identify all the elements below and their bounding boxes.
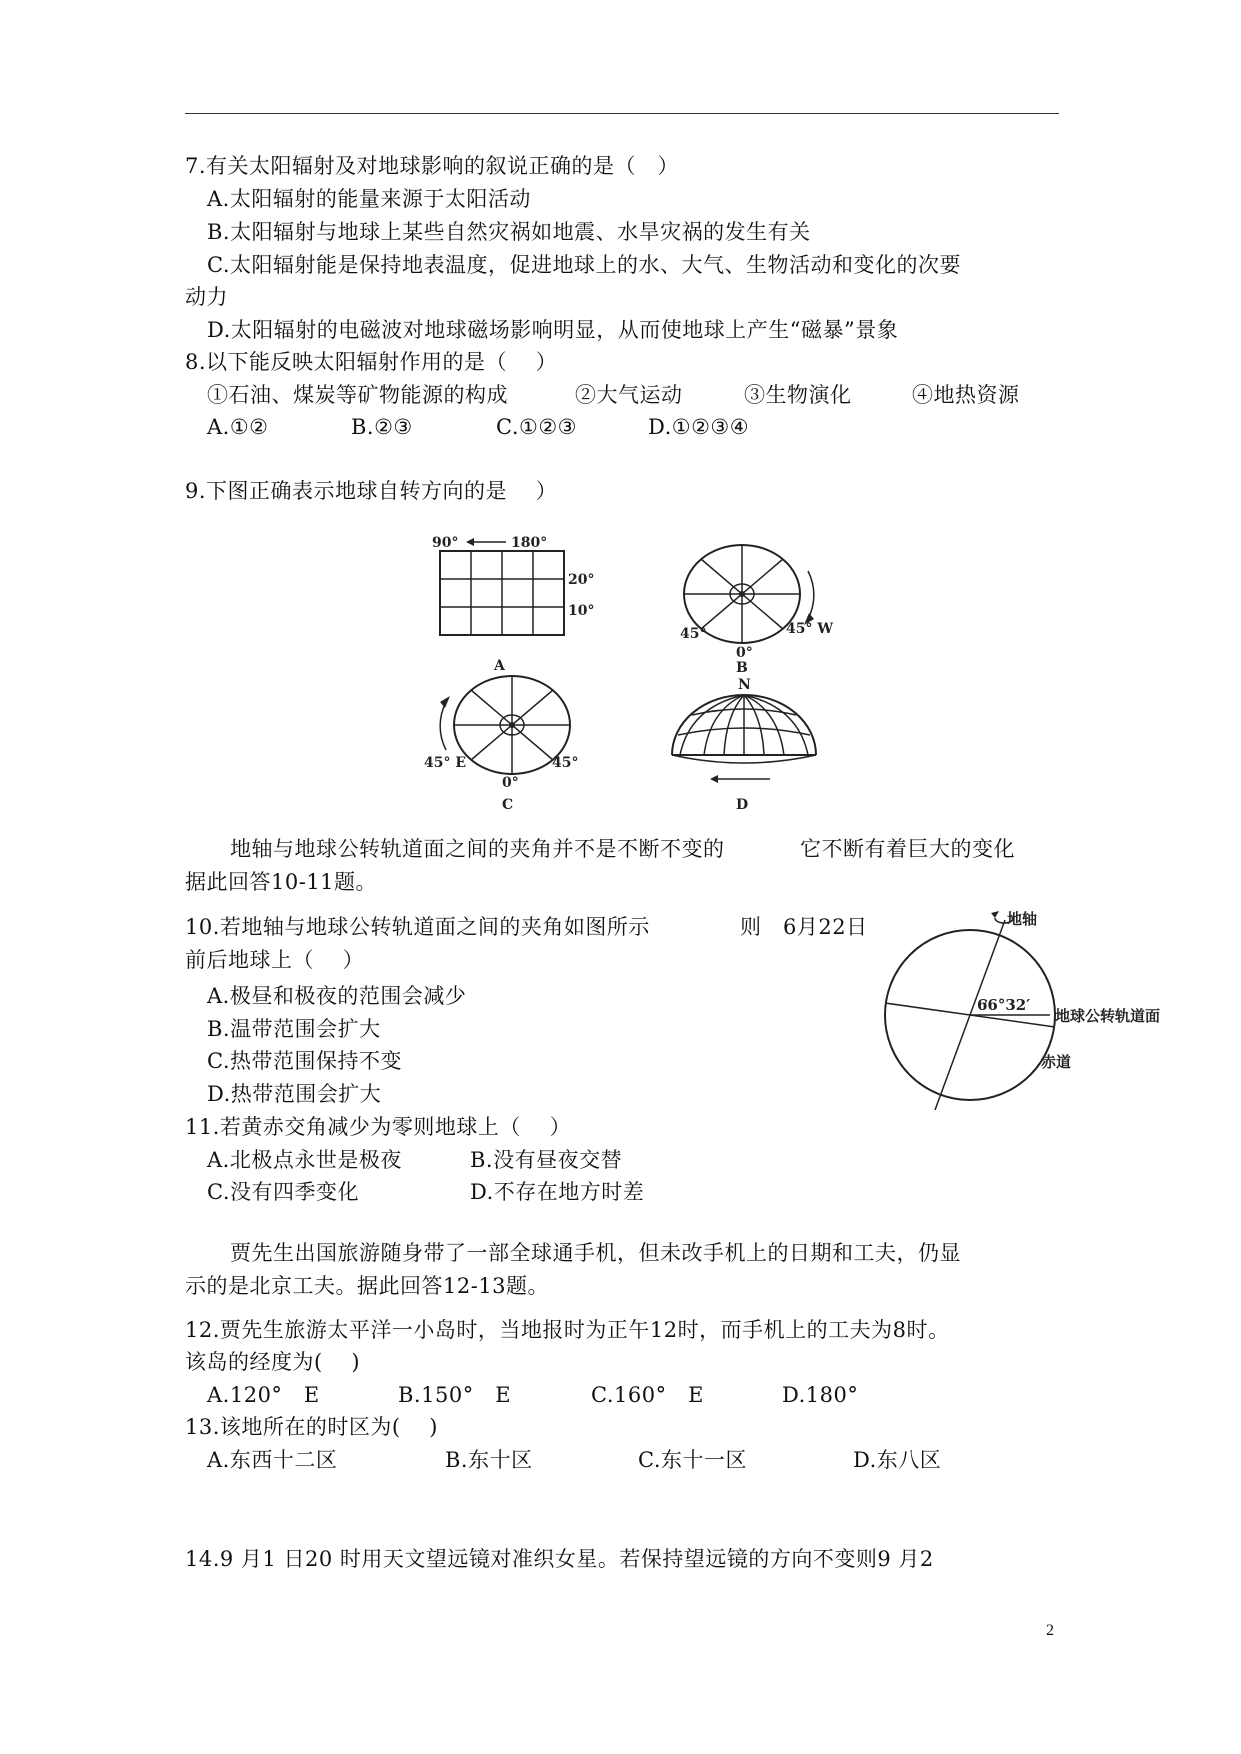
- q12-option-a: A.120° E: [207, 1383, 320, 1407]
- q14-stem: 14.9 月1 日20 时用天文望远镜对准织女星。若保持望远镜的方向不变则9 月2: [185, 1547, 934, 1571]
- q11-stem: 11.若黄赤交角减少为零则地球上（ ）: [185, 1115, 572, 1139]
- q8-item-3: ③生物演化: [744, 383, 852, 407]
- q8-item-1: ①石油、煤炭等矿物能源的构成: [207, 383, 508, 407]
- q7-option-a: A.太阳辐射的能量来源于太阳活动: [207, 187, 531, 211]
- q8-stem: 8.以下能反映太阳辐射作用的是（ ）: [185, 350, 558, 374]
- fig-d-label: D: [736, 797, 749, 813]
- q11-option-c: C.没有四季变化: [207, 1180, 359, 1204]
- fig10-angle-label: 66°32′: [977, 996, 1031, 1014]
- figure-c-polar: [424, 676, 578, 813]
- fig-a-label: A: [494, 658, 505, 674]
- q10-stem-cont: 前后地球上（ ）: [185, 948, 365, 972]
- q13-stem: 13.该地所在的时区为( ): [185, 1415, 438, 1439]
- page-number: 2: [1046, 1622, 1054, 1639]
- fig10-axis-label: 地轴: [1007, 910, 1038, 928]
- q11-option-d: D.不存在地方时差: [470, 1180, 645, 1204]
- q10-option-a: A.极昼和极夜的范围会减少: [207, 984, 467, 1008]
- fig-b-bottom: 0°: [736, 645, 753, 661]
- q7-option-d: D.太阳辐射的电磁波对地球磁场影响明显，从而使地球上产生“磁暴”景象: [207, 318, 899, 342]
- intro10-line1: 地轴与地球公转轨道面之间的夹角并不是不断不变的: [230, 837, 725, 861]
- q10-stem-date: 则 6月22日: [740, 915, 868, 939]
- fig-a-top-right: 180°: [511, 535, 548, 551]
- q7-option-b: B.太阳辐射与地球上某些自然灾祸如地震、水旱灾祸的发生有关: [207, 220, 811, 244]
- fig10-equator-label: 赤道: [1041, 1053, 1072, 1071]
- q8-option-a: A.①②: [207, 415, 269, 439]
- fig-c-right: 45°: [552, 755, 579, 771]
- q13-option-b: B.东十区: [445, 1448, 533, 1472]
- fig-b-right: 45° W: [786, 621, 834, 637]
- figure-b-polar: [680, 545, 833, 676]
- q7-stem: 7.有关太阳辐射及对地球影响的叙说正确的是（ ）: [185, 154, 680, 178]
- q8-option-c: C.①②③: [496, 415, 577, 439]
- q8-item-2: ②大气运动: [575, 383, 683, 407]
- fig-a-lat2: 10°: [568, 603, 595, 619]
- intro10-line2: 据此回答10-11题。: [185, 870, 378, 894]
- intro12-line1: 贾先生出国旅游随身带了一部全球通手机，但未改手机上的日期和工夫，仍显: [230, 1241, 961, 1265]
- q13-option-d: D.东八区: [853, 1448, 942, 1472]
- q12-option-c: C.160° E: [591, 1383, 704, 1407]
- q9-stem: 9.下图正确表示地球自转方向的是 ）: [185, 479, 558, 503]
- q10-figure: [875, 900, 1195, 1120]
- q7-option-c-cont: 动力: [185, 285, 228, 309]
- q12-stem-cont: 该岛的经度为( ): [185, 1350, 361, 1374]
- fig-b-label: B: [736, 660, 748, 676]
- header-rule: [185, 113, 1059, 114]
- fig-b-left: 45°: [680, 626, 707, 642]
- figure-d-hemisphere: [672, 677, 816, 813]
- fig-c-label: C: [502, 797, 514, 813]
- q12-stem: 12.贾先生旅游太平洋一小岛时，当地报时为正午12时，而手机上的工夫为8时。: [185, 1318, 950, 1342]
- q11-option-a: A.北极点永世是极夜: [207, 1148, 402, 1172]
- q10-option-c: C.热带范围保持不变: [207, 1049, 402, 1073]
- q10-option-b: B.温带范围会扩大: [207, 1017, 381, 1041]
- q12-option-d: D.180°: [782, 1383, 859, 1407]
- fig-c-left: 45° E: [424, 755, 467, 771]
- intro12-line2: 示的是北京工夫。据此回答12-13题。: [185, 1274, 550, 1298]
- q10-option-d: D.热带范围会扩大: [207, 1082, 382, 1106]
- q11-option-b: B.没有昼夜交替: [470, 1148, 623, 1172]
- q13-option-a: A.东西十二区: [207, 1448, 338, 1472]
- q8-item-4: ④地热资源: [912, 383, 1020, 407]
- fig-d-top: N: [738, 677, 751, 693]
- q13-option-c: C.东十一区: [638, 1448, 747, 1472]
- fig-c-bottom: 0°: [502, 775, 519, 791]
- fig-a-lat1: 20°: [568, 572, 595, 588]
- q8-option-d: D.①②③④: [648, 415, 750, 439]
- figure-a-grid: [432, 535, 594, 674]
- q12-option-b: B.150° E: [398, 1383, 512, 1407]
- fig10-orbit-label: 地球公转轨道面: [1055, 1007, 1161, 1025]
- fig-a-top-left: 90°: [432, 535, 459, 551]
- q9-figure: [410, 525, 835, 815]
- q8-option-b: B.②③: [351, 415, 413, 439]
- q7-option-c: C.太阳辐射能是保持地表温度，促进地球上的水、大气、生物活动和变化的次要: [207, 253, 961, 277]
- intro10-line1b: 它不断有着巨大的变化: [800, 837, 1015, 861]
- q10-stem: 10.若地轴与地球公转轨道面之间的夹角如图所示: [185, 915, 650, 939]
